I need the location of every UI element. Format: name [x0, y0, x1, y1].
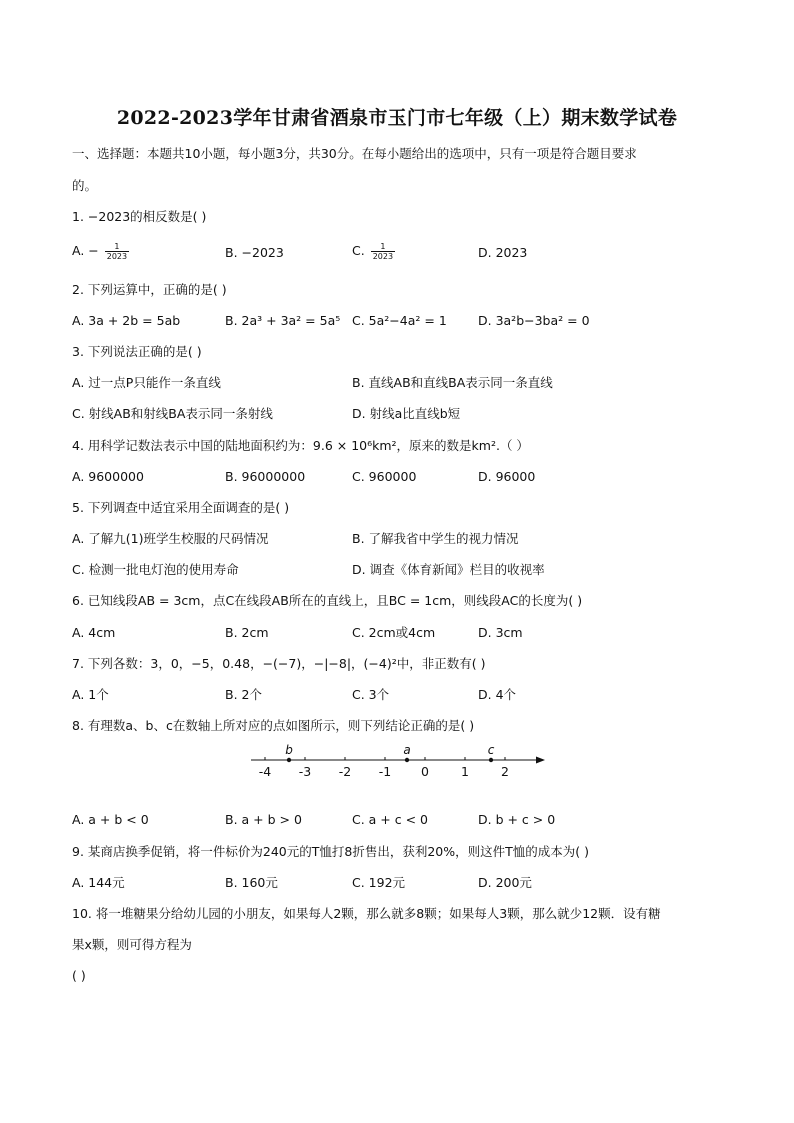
number-line-tick-label: -4 — [258, 764, 272, 779]
question-4-stem: 4. 用科学记数法表示中国的陆地面积约为：9.6 × 10⁶km²，原来的数是km².（ ） — [72, 438, 529, 453]
question-2-option-b: B. 2a³ + 3a² = 5a⁵ — [225, 313, 341, 328]
question-4-option-b: B. 96000000 — [225, 469, 306, 484]
question-1-stem: 1. −2023的相反数是( ) — [72, 209, 207, 224]
question-2-stem: 2. 下列运算中，正确的是( ) — [72, 282, 227, 297]
fraction-numerator: 1 — [371, 242, 395, 252]
number-line-tick-label: -2 — [338, 764, 352, 779]
question-9-option-a: A. 144元 — [72, 875, 125, 890]
question-2-option-a: A. 3a + 2b = 5ab — [72, 313, 181, 328]
question-5-option-b: B. 了解我省中学生的视力情况 — [352, 531, 519, 546]
number-line-point-c — [489, 758, 493, 762]
question-5-option-c: C. 检测一批电灯泡的使用寿命 — [72, 562, 239, 577]
number-line-point-b — [287, 758, 291, 762]
question-3-option-b: B. 直线AB和直线BA表示同一条直线 — [352, 375, 553, 390]
question-4-option-d: D. 96000 — [478, 469, 536, 484]
section-instruction-cont: 的。 — [72, 178, 98, 193]
number-line-point-label: b — [285, 743, 293, 757]
question-6-option-c: C. 2cm或4cm — [352, 625, 436, 640]
question-10-stem-cont: 果x颗，则可得方程为 — [72, 937, 192, 952]
question-3-option-d: D. 射线a比直线b短 — [352, 406, 461, 421]
question-1-option-b: B. −2023 — [225, 245, 284, 260]
question-3-option-a: A. 过一点P只能作一条直线 — [72, 375, 221, 390]
question-4-option-a: A. 9600000 — [72, 469, 144, 484]
question-3-option-c: C. 射线AB和射线BA表示同一条射线 — [72, 406, 273, 421]
question-8-option-d: D. b + c > 0 — [478, 812, 556, 827]
question-6-option-d: D. 3cm — [478, 625, 523, 640]
number-line-point-a — [405, 758, 409, 762]
question-7-option-d: D. 4个 — [478, 687, 517, 702]
question-2-option-c: C. 5a²−4a² = 1 — [352, 313, 447, 328]
question-5-option-d: D. 调查《体育新闻》栏目的收视率 — [352, 562, 545, 577]
number-line-tick-label: -1 — [378, 764, 392, 779]
number-line-figure — [245, 740, 550, 785]
page-title: 2022-2023学年甘肃省酒泉市玉门市七年级（上）期末数学试卷 — [116, 107, 678, 129]
question-1-option-d: D. 2023 — [478, 245, 528, 260]
question-6-option-a: A. 4cm — [72, 625, 116, 640]
number-line-arrow — [536, 757, 545, 764]
question-4-option-c: C. 960000 — [352, 469, 417, 484]
question-9-option-b: B. 160元 — [225, 875, 278, 890]
number-line-tick-label: 0 — [421, 764, 429, 779]
question-10-answer-blank: ( ) — [72, 968, 86, 983]
fraction — [105, 242, 129, 261]
fraction-numerator: 1 — [105, 242, 129, 252]
question-8-option-b: B. a + b > 0 — [225, 812, 302, 827]
number-line-point-label: c — [487, 743, 495, 757]
question-2-option-d: D. 3a²b−3ba² = 0 — [478, 313, 590, 328]
number-line-points — [285, 743, 495, 762]
number-line-tick-label: 2 — [501, 764, 509, 779]
question-6-option-b: B. 2cm — [225, 625, 269, 640]
fraction-denominator: 2023 — [372, 252, 394, 261]
question-8-option-a: A. a + b < 0 — [72, 812, 149, 827]
question-5-option-a: A. 了解九(1)班学生校服的尺码情况 — [72, 531, 269, 546]
number-line-tick-label: 1 — [461, 764, 469, 779]
question-7-option-a: A. 1个 — [72, 687, 109, 702]
fraction-denominator: 2023 — [106, 252, 128, 261]
question-8-stem: 8. 有理数a、b、c在数轴上所对应的点如图所示，则下列结论正确的是( ) — [72, 718, 475, 733]
section-instruction: 一、选择题：本题共10小题，每小题3分，共30分。在每小题给出的选项中，只有一项是符合题目要求 — [72, 146, 637, 161]
option-a-label: A. − — [72, 243, 99, 258]
question-5-stem: 5. 下列调查中适宜采用全面调查的是( ) — [72, 500, 290, 515]
question-8-option-c: C. a + c < 0 — [352, 812, 429, 827]
question-7-stem: 7. 下列各数：3，0，−5，0.48，−(−7)，−|−8|，(−4)²中，非正数有( ) — [72, 656, 486, 671]
question-9-stem: 9. 某商店换季促销，将一件标价为240元的T恤打8折售出，获利20%，则这件T恤的成本为( ) — [72, 844, 589, 859]
question-6-stem: 6. 已知线段AB = 3cm，点C在线段AB所在的直线上，且BC = 1cm，则线段AC的长度为( ) — [72, 593, 583, 608]
question-10-stem: 10. 将一堆糖果分给幼儿园的小朋友，如果每人2颗，那么就多8颗；如果每人3颗，那么就少12颗．设有糖 — [72, 906, 661, 921]
question-7-option-b: B. 2个 — [225, 687, 262, 702]
question-3-stem: 3. 下列说法正确的是( ) — [72, 344, 202, 359]
question-9-option-d: D. 200元 — [478, 875, 532, 890]
question-1-option-c — [352, 242, 397, 261]
fraction — [371, 242, 395, 261]
question-9-option-c: C. 192元 — [352, 875, 406, 890]
number-line-tick-label: -3 — [298, 764, 312, 779]
question-7-option-c: C. 3个 — [352, 687, 390, 702]
number-line-point-label: a — [403, 743, 411, 757]
option-c-label: C. — [352, 243, 365, 258]
question-1-option-a — [72, 242, 131, 261]
